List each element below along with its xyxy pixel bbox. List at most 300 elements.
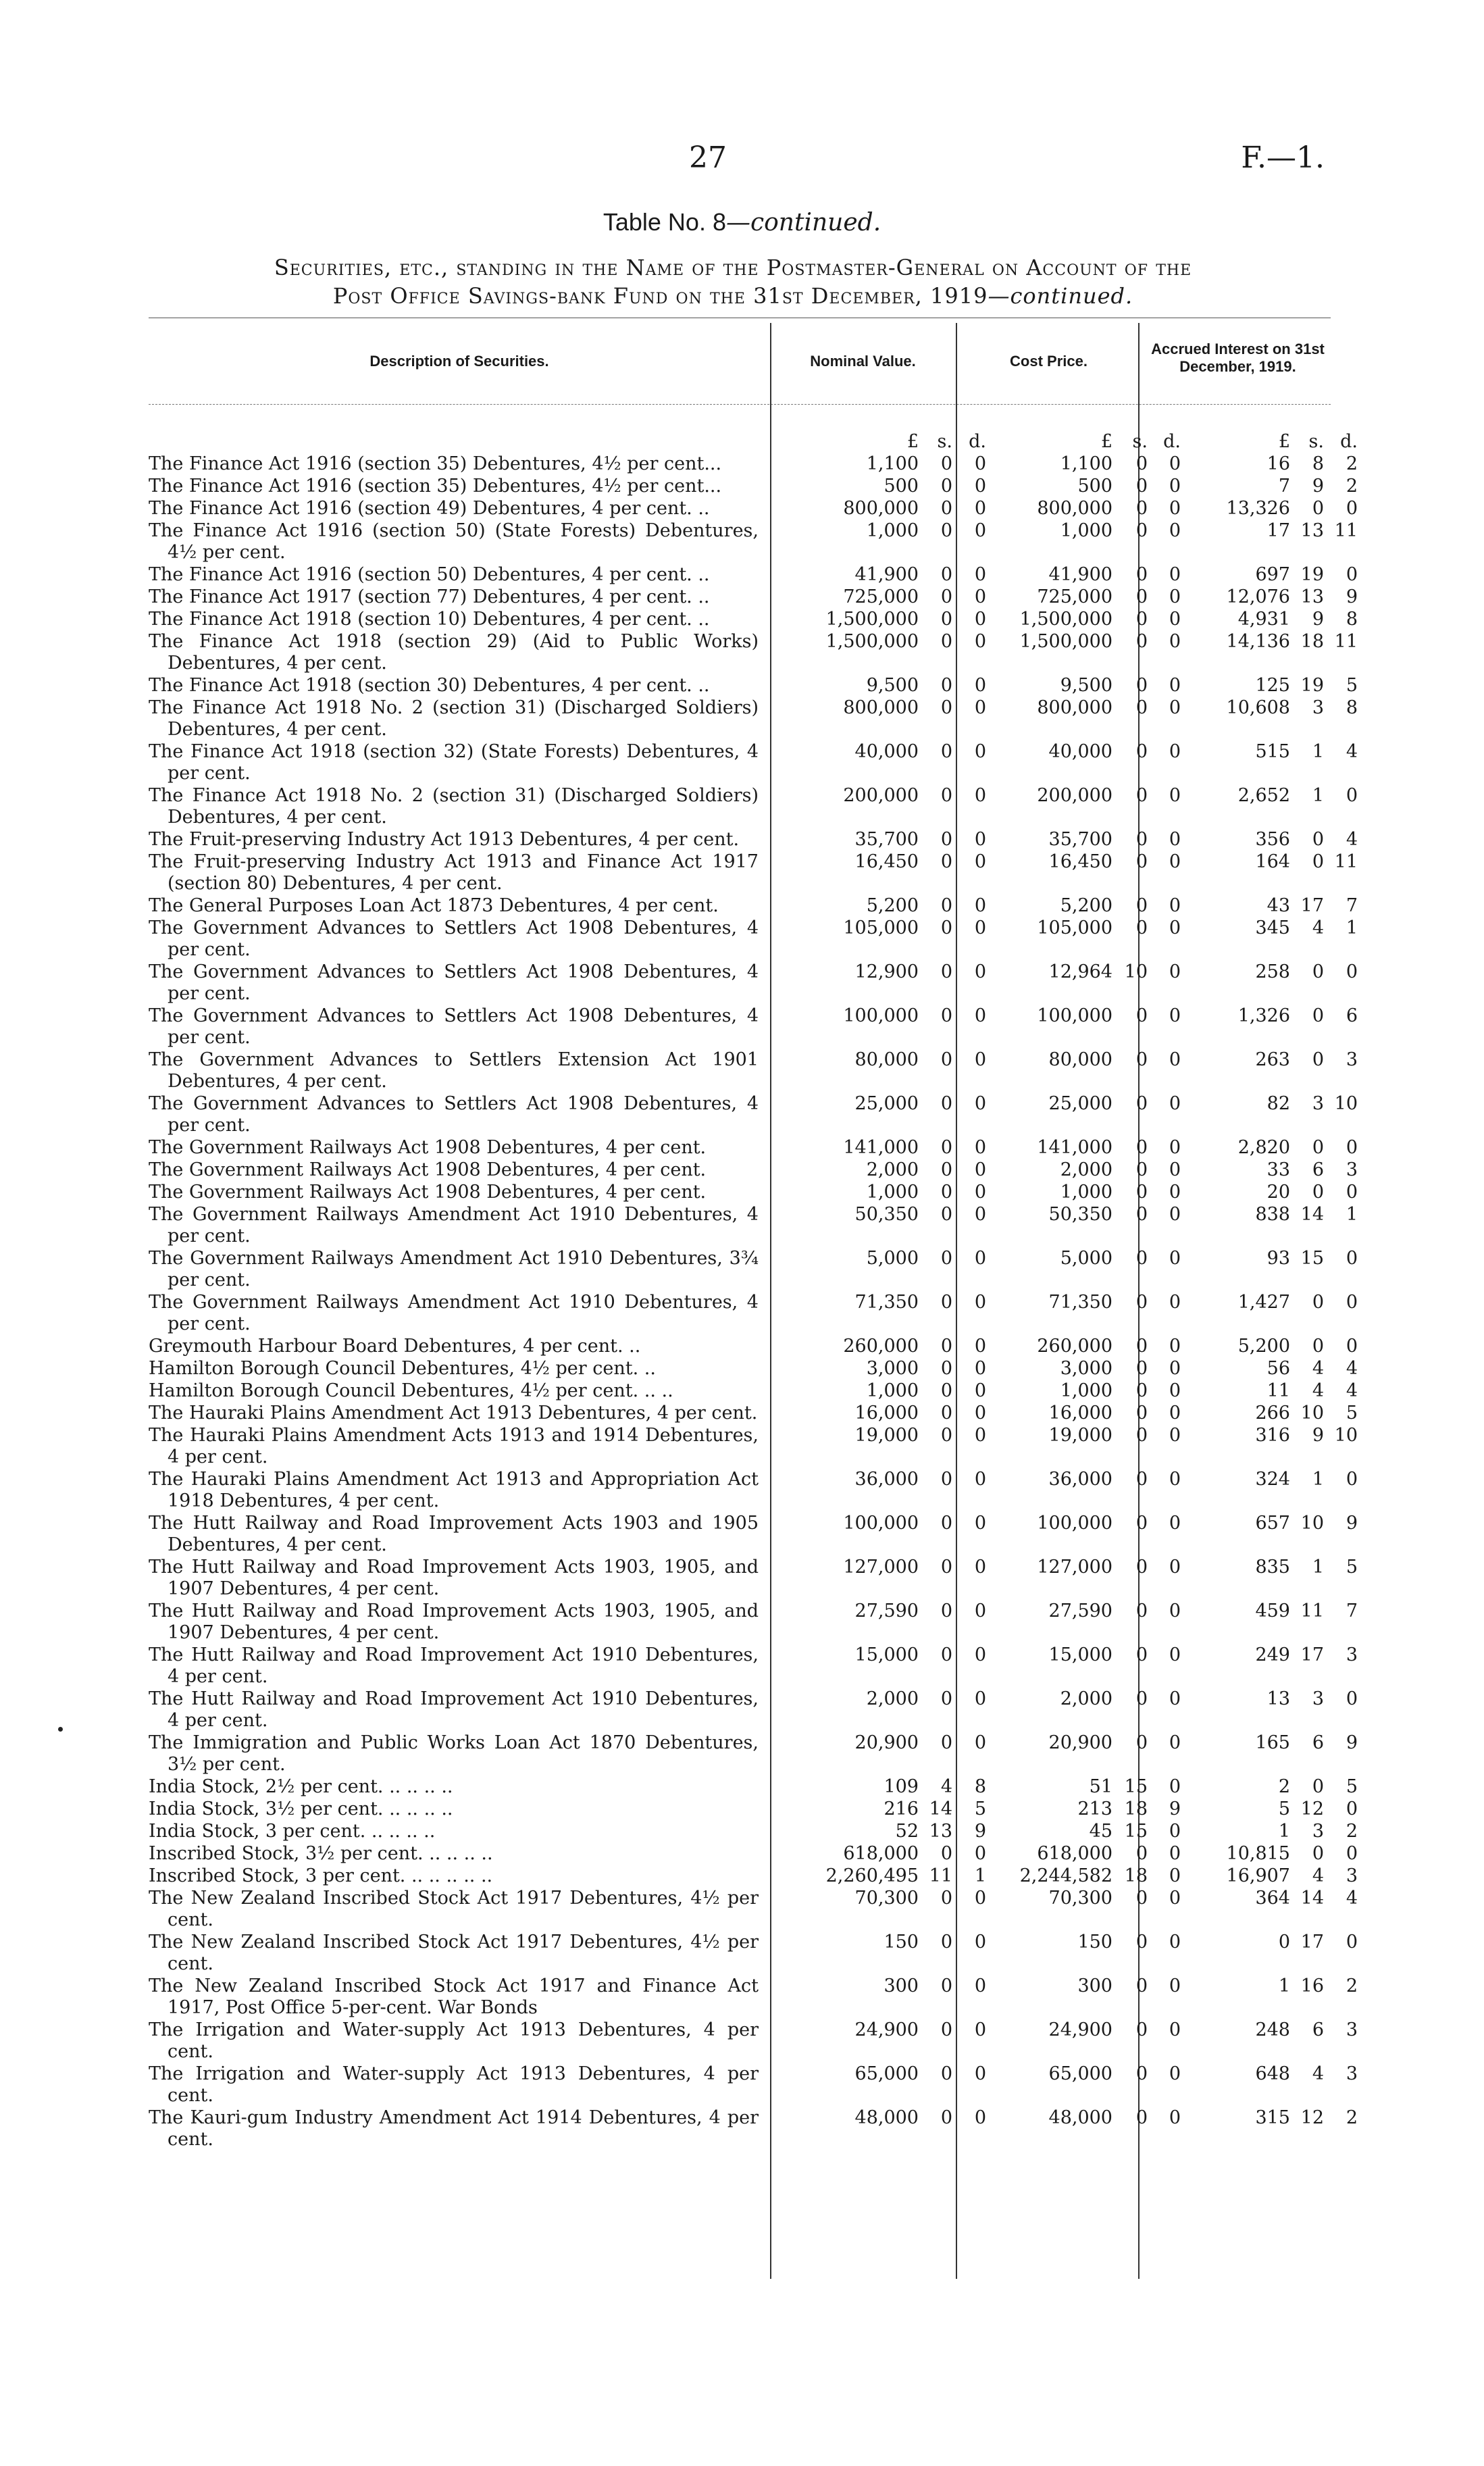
accrued-shillings: 17: [1300, 1644, 1324, 1665]
nominal-pounds: 109: [884, 1776, 919, 1797]
table-row: [149, 1137, 1358, 1159]
nominal-pounds: 5,200: [866, 895, 919, 916]
accrued-shillings: 4: [1312, 1380, 1324, 1401]
cost-pence: 0: [1169, 697, 1181, 718]
cost-pounds: 40,000: [1048, 741, 1112, 762]
accrued-shillings: 0: [1312, 961, 1324, 982]
accrued-pounds: 1,326: [1237, 1005, 1290, 1026]
accrued-shillings: 3: [1312, 1093, 1324, 1114]
security-description: The New Zealand Inscribed Stock Act 1917 Debentures, 4½ per cent.: [149, 1888, 759, 1930]
security-description: The Fruit-preserving Industry Act 1913 Debentures, 4 per cent.: [149, 829, 740, 850]
accrued-pence: 11: [1334, 520, 1358, 541]
nominal-pence: 0: [974, 609, 986, 630]
cost-shillings: 0: [1135, 586, 1148, 607]
nominal-pounds: 27,590: [854, 1601, 919, 1621]
table-row: [149, 1601, 1358, 1644]
cost-shillings: 0: [1135, 1843, 1148, 1864]
accrued-pounds: 345: [1255, 917, 1290, 938]
nominal-pence: 0: [974, 1513, 986, 1534]
nominal-pounds: 65,000: [854, 2063, 919, 2084]
cost-shillings: 0: [1135, 498, 1148, 519]
nominal-pence: 0: [974, 1469, 986, 1490]
accrued-pounds: 459: [1255, 1601, 1290, 1621]
cost-pence: 0: [1169, 2019, 1181, 2040]
cost-pence: 0: [1169, 476, 1181, 497]
accrued-pounds: 17: [1266, 520, 1290, 541]
cost-shillings: 0: [1135, 1336, 1148, 1357]
cost-pounds: 12,964: [1048, 961, 1112, 982]
accrued-pence: 4: [1346, 1380, 1358, 1401]
nominal-pounds: 71,350: [854, 1292, 919, 1313]
accrued-pence: 0: [1346, 1932, 1358, 1953]
nominal-pounds: 500: [884, 476, 919, 497]
table-row: [149, 1976, 1358, 2019]
cost-pence: 0: [1169, 741, 1181, 762]
cost-shillings: 0: [1135, 1932, 1148, 1953]
accrued-shillings: 18: [1300, 631, 1324, 652]
nominal-pounds: 70,300: [854, 1888, 919, 1909]
cost-pounds: 1,100: [1060, 453, 1112, 474]
accrued-shillings: 19: [1300, 675, 1324, 696]
cost-pence: 0: [1169, 2063, 1181, 2084]
accrued-shillings: 0: [1312, 1776, 1324, 1797]
security-description: The Government Railways Amendment Act 1910 Debentures, 4 per cent.: [149, 1292, 759, 1334]
accrued-pence: 0: [1346, 1182, 1358, 1203]
cost-shillings: 0: [1135, 675, 1148, 696]
nominal-pence: 0: [974, 1425, 986, 1446]
accrued-pounds: 838: [1255, 1204, 1290, 1225]
cost-shillings: 0: [1135, 1380, 1148, 1401]
nominal-pence: 0: [974, 1182, 986, 1203]
header-bottom-rule: [149, 404, 1331, 405]
table-row: [149, 1204, 1358, 1247]
nominal-pence: 0: [974, 1976, 986, 1996]
accrued-pence: 0: [1346, 1843, 1358, 1864]
cost-pounds: 300: [1077, 1976, 1112, 1996]
securities-table: [149, 431, 1358, 2151]
nominal-pence: 0: [974, 586, 986, 607]
security-description: The Irrigation and Water-supply Act 1913 Debentures, 4 per cent.: [149, 2063, 759, 2106]
nominal-pounds: 50,350: [854, 1204, 919, 1225]
nominal-shillings: 0: [940, 1644, 952, 1665]
accrued-shillings: 4: [1312, 1865, 1324, 1886]
cost-shillings: 0: [1135, 631, 1148, 652]
table-row: [149, 1732, 1358, 1776]
cost-pounds: 5,200: [1060, 895, 1112, 916]
accrued-pounds: 13: [1266, 1688, 1290, 1709]
nominal-shillings: 0: [940, 1093, 952, 1114]
cost-pounds: 5,000: [1060, 1248, 1112, 1269]
cost-pounds: 1,000: [1060, 1182, 1112, 1203]
accrued-pounds: 43: [1266, 895, 1290, 916]
accrued-pence: 3: [1346, 1644, 1358, 1665]
nominal-shillings: 0: [940, 1888, 952, 1909]
security-description: The Kauri-gum Industry Amendment Act 1914 Debentures, 4 per cent.: [149, 2107, 759, 2150]
accrued-pence: 8: [1346, 609, 1358, 630]
accrued-pounds: 266: [1255, 1403, 1290, 1424]
accrued-shillings: 3: [1312, 697, 1324, 718]
nominal-pounds: 19,000: [854, 1425, 919, 1446]
table-row: [149, 2107, 1358, 2150]
nominal-pounds: 216: [884, 1798, 919, 1819]
nominal-shillings: 0: [940, 1513, 952, 1534]
table-title: [0, 208, 1484, 236]
accrued-shillings: 17: [1300, 895, 1324, 916]
nominal-pence: 0: [974, 1336, 986, 1357]
cost-pounds: 65,000: [1048, 2063, 1112, 2084]
accrued-pounds: 263: [1255, 1049, 1290, 1070]
table-row: [149, 1644, 1358, 1688]
nominal-shillings: 0: [940, 1403, 952, 1424]
accrued-pence: 0: [1346, 498, 1358, 519]
accrued-pounds: 2,652: [1237, 785, 1290, 806]
cost-shillings: 0: [1135, 917, 1148, 938]
nominal-pounds: 80,000: [854, 1049, 919, 1070]
security-description: The Finance Act 1918 (section 10) Debentures, 4 per cent. ..: [149, 609, 710, 630]
nominal-shillings: 4: [940, 1776, 952, 1797]
accrued-pounds: 33: [1266, 1159, 1290, 1180]
table-row: [149, 2063, 1358, 2107]
accrued-shillings: 6: [1312, 1732, 1324, 1753]
cost-pence: 0: [1169, 1093, 1181, 1114]
table-row: [149, 520, 1358, 563]
accrued-pence: 4: [1346, 1888, 1358, 1909]
cost-shillings: 0: [1135, 851, 1148, 872]
nominal-pounds: 12,900: [854, 961, 919, 982]
cost-pounds: 1,000: [1060, 520, 1112, 541]
table-row: [149, 1865, 1358, 1887]
nominal-pounds: 105,000: [843, 917, 919, 938]
cost-shillings: 0: [1135, 1688, 1148, 1709]
accrued-shillings: 0: [1312, 851, 1324, 872]
accrued-pounds: 316: [1255, 1425, 1290, 1446]
cost-pounds: 48,000: [1048, 2107, 1112, 2128]
table-title-main: Table No. 8: [603, 208, 726, 236]
nominal-shillings: 14: [929, 1798, 952, 1819]
cost-pounds: 800,000: [1037, 498, 1112, 519]
nominal-pence: 0: [974, 1644, 986, 1665]
security-description: India Stock, 3½ per cent. .. .. .. ..: [149, 1798, 453, 1819]
nominal-pence: 9: [974, 1821, 986, 1842]
nominal-pence: 0: [974, 1888, 986, 1909]
cost-shillings: 15: [1124, 1776, 1148, 1797]
security-description: The Finance Act 1916 (section 50) Debentures, 4 per cent. ..: [149, 564, 710, 585]
cost-shillings: 0: [1135, 520, 1148, 541]
nominal-pounds: 16,000: [854, 1403, 919, 1424]
cost-pence: 0: [1169, 498, 1181, 519]
nominal-pence: 0: [974, 2063, 986, 2084]
accrued-pence: 2: [1346, 453, 1358, 474]
security-description: The Hauraki Plains Amendment Act 1913 and Appropriation Act 1918 Debentures, 4 per cent.: [149, 1469, 759, 1511]
accrued-pounds: 16: [1266, 453, 1290, 474]
nominal-pence: 0: [974, 1843, 986, 1864]
nominal-pounds: 150: [884, 1932, 919, 1953]
accrued-shillings: 14: [1300, 1204, 1324, 1225]
table-row: [149, 1336, 1358, 1357]
accrued-pounds: 356: [1255, 829, 1290, 850]
nominal-pence: 0: [974, 1137, 986, 1158]
accrued-shillings: 15: [1300, 1248, 1324, 1269]
cost-shillings: 0: [1135, 453, 1148, 474]
table-row: [149, 675, 1358, 697]
nominal-pounds: 100,000: [843, 1513, 919, 1534]
column-header-cost-price: Cost Price.: [1010, 353, 1088, 370]
nominal-pence: 0: [974, 1601, 986, 1621]
cost-pence: 0: [1169, 1843, 1181, 1864]
cost-pounds: 500: [1077, 476, 1112, 497]
nominal-shillings: 0: [940, 1843, 952, 1864]
cost-shillings: 18: [1124, 1865, 1148, 1886]
nominal-pence: 0: [974, 741, 986, 762]
column-header-accrued-interest: Accrued Interest on 31st December, 1919.: [1151, 341, 1325, 375]
table-row: [149, 1821, 1358, 1842]
unit-shillings: s.: [1308, 431, 1324, 452]
table-row: [149, 917, 1358, 961]
accrued-pence: 2: [1346, 2107, 1358, 2128]
unit-pounds: £: [1100, 431, 1112, 452]
security-description: The Finance Act 1916 (section 50) (State Forests) Debentures, 4½ per cent.: [149, 520, 759, 563]
cost-shillings: 0: [1135, 1403, 1148, 1424]
cost-shillings: 10: [1124, 961, 1148, 982]
table-row: [149, 1358, 1358, 1380]
accrued-pounds: 12,076: [1226, 586, 1290, 607]
accrued-pence: 7: [1346, 1601, 1358, 1621]
cost-pence: 0: [1169, 1821, 1181, 1842]
nominal-shillings: 11: [929, 1865, 952, 1886]
cost-shillings: 0: [1135, 741, 1148, 762]
cost-pounds: 1,500,000: [1019, 631, 1112, 652]
security-description: The Hutt Railway and Road Improvement Acts 1903, 1905, and 1907 Debentures, 4 per cent.: [149, 1557, 759, 1599]
cost-pounds: 2,000: [1060, 1688, 1112, 1709]
document-code: F.—1.: [1241, 141, 1325, 175]
accrued-pence: 9: [1346, 1732, 1358, 1753]
nominal-shillings: 0: [940, 697, 952, 718]
accrued-pence: 10: [1334, 1093, 1358, 1114]
accrued-pounds: 248: [1255, 2019, 1290, 2040]
cost-pence: 0: [1169, 675, 1181, 696]
nominal-shillings: 0: [940, 1049, 952, 1070]
cost-shillings: 0: [1135, 1976, 1148, 1996]
cost-pounds: 19,000: [1048, 1425, 1112, 1446]
accrued-shillings: 3: [1312, 1821, 1324, 1842]
cost-shillings: 0: [1135, 1248, 1148, 1269]
cost-pounds: 71,350: [1048, 1292, 1112, 1313]
security-description: Hamilton Borough Council Debentures, 4½ per cent. .. ..: [149, 1380, 673, 1401]
nominal-pence: 0: [974, 1557, 986, 1578]
cost-shillings: 0: [1135, 476, 1148, 497]
table-row: [149, 697, 1358, 740]
nominal-pounds: 800,000: [843, 697, 919, 718]
security-description: The Finance Act 1916 (section 35) Debentures, 4½ per cent...: [149, 476, 722, 497]
accrued-pounds: 165: [1255, 1732, 1290, 1753]
cost-shillings: 0: [1135, 609, 1148, 630]
nominal-shillings: 0: [940, 1380, 952, 1401]
accrued-pence: 3: [1346, 1159, 1358, 1180]
cost-pounds: 15,000: [1048, 1644, 1112, 1665]
accrued-shillings: 3: [1312, 1688, 1324, 1709]
table-row: [149, 1425, 1358, 1468]
cost-shillings: 0: [1135, 829, 1148, 850]
nominal-shillings: 0: [940, 453, 952, 474]
accrued-pounds: 14,136: [1226, 631, 1290, 652]
cost-pence: 0: [1169, 1358, 1181, 1379]
cost-pence: 0: [1169, 829, 1181, 850]
cost-shillings: 0: [1135, 2019, 1148, 2040]
nominal-shillings: 0: [940, 1005, 952, 1026]
cost-pounds: 51: [1089, 1776, 1112, 1797]
cost-pounds: 127,000: [1037, 1557, 1112, 1578]
accrued-pence: 0: [1346, 1248, 1358, 1269]
table-row: [149, 895, 1358, 917]
security-description: The Hutt Railway and Road Improvement Act 1910 Debentures, 4 per cent.: [149, 1644, 759, 1687]
table-row: [149, 498, 1358, 520]
table-row: [149, 453, 1358, 475]
accrued-pence: 0: [1346, 564, 1358, 585]
accrued-pence: 5: [1346, 1403, 1358, 1424]
cost-shillings: 0: [1135, 1093, 1148, 1114]
cost-shillings: 0: [1135, 2107, 1148, 2128]
cost-pounds: 618,000: [1037, 1843, 1112, 1864]
nominal-shillings: 0: [940, 1137, 952, 1158]
nominal-shillings: 0: [940, 1976, 952, 1996]
accrued-shillings: 0: [1312, 1843, 1324, 1864]
accrued-shillings: 0: [1312, 1336, 1324, 1357]
table-heading: [135, 253, 1331, 310]
nominal-pence: 8: [974, 1776, 986, 1797]
accrued-pence: 4: [1346, 741, 1358, 762]
table-row: [149, 476, 1358, 497]
accrued-pence: 0: [1346, 1336, 1358, 1357]
cost-pence: 0: [1169, 631, 1181, 652]
cost-pounds: 16,000: [1048, 1403, 1112, 1424]
nominal-pounds: 1,100: [866, 453, 919, 474]
nominal-shillings: 0: [940, 2019, 952, 2040]
table-row: [149, 1182, 1358, 1203]
cost-shillings: 18: [1124, 1798, 1148, 1819]
accrued-pence: 3: [1346, 1865, 1358, 1886]
nominal-pence: 0: [974, 917, 986, 938]
nominal-pounds: 2,260,495: [825, 1865, 919, 1886]
unit-pence: d.: [969, 431, 986, 452]
nominal-shillings: 0: [940, 1557, 952, 1578]
cost-pence: 0: [1169, 1182, 1181, 1203]
unit-shillings: s.: [1132, 431, 1148, 452]
security-description: Hamilton Borough Council Debentures, 4½ per cent. ..: [149, 1358, 656, 1379]
security-description: The Hutt Railway and Road Improvement Acts 1903 and 1905 Debentures, 4 per cent.: [149, 1513, 759, 1555]
nominal-pounds: 2,000: [866, 1159, 919, 1180]
cost-shillings: 0: [1135, 895, 1148, 916]
nominal-pence: 0: [974, 1005, 986, 1026]
accrued-shillings: 12: [1300, 2107, 1324, 2128]
nominal-pence: 0: [974, 1159, 986, 1180]
nominal-pounds: 24,900: [854, 2019, 919, 2040]
accrued-pounds: 164: [1255, 851, 1290, 872]
accrued-pounds: 82: [1266, 1093, 1290, 1114]
accrued-pence: 2: [1346, 1976, 1358, 1996]
security-description: The Government Railways Act 1908 Debentures, 4 per cent.: [149, 1137, 707, 1158]
cost-pence: 0: [1169, 1601, 1181, 1621]
security-description: The Immigration and Public Works Loan Act 1870 Debentures, 3½ per cent.: [149, 1732, 759, 1775]
nominal-pence: 0: [974, 1932, 986, 1953]
accrued-shillings: 1: [1312, 1557, 1324, 1578]
nominal-shillings: 0: [940, 1248, 952, 1269]
accrued-pounds: 515: [1255, 741, 1290, 762]
accrued-pence: 3: [1346, 2063, 1358, 2084]
accrued-pence: 2: [1346, 1821, 1358, 1842]
nominal-pounds: 260,000: [843, 1336, 919, 1357]
cost-pounds: 150: [1077, 1932, 1112, 1953]
nominal-shillings: 0: [940, 1601, 952, 1621]
table-row: [149, 1380, 1358, 1402]
accrued-pence: 5: [1346, 1557, 1358, 1578]
table-row: [149, 1403, 1358, 1424]
nominal-pounds: 35,700: [854, 829, 919, 850]
nominal-shillings: 0: [940, 1358, 952, 1379]
cost-shillings: 0: [1135, 1732, 1148, 1753]
accrued-pence: 5: [1346, 1776, 1358, 1797]
accrued-pence: 7: [1346, 895, 1358, 916]
cost-shillings: 0: [1135, 1644, 1148, 1665]
accrued-shillings: 0: [1312, 1182, 1324, 1203]
accrued-shillings: 8: [1312, 453, 1324, 474]
cost-shillings: 0: [1135, 564, 1148, 585]
table-row: [149, 961, 1358, 1005]
cost-pounds: 3,000: [1060, 1358, 1112, 1379]
nominal-pence: 0: [974, 1688, 986, 1709]
accrued-shillings: 9: [1312, 476, 1324, 497]
security-description: Inscribed Stock, 3 per cent. .. .. .. .. ..: [149, 1865, 493, 1886]
accrued-pounds: 13,326: [1226, 498, 1290, 519]
table-row: [149, 829, 1358, 851]
nominal-pence: 0: [974, 961, 986, 982]
heading-continued: —continued.: [988, 283, 1133, 309]
cost-pence: 0: [1169, 1932, 1181, 1953]
accrued-pence: 11: [1334, 631, 1358, 652]
unit-pence: d.: [1340, 431, 1358, 452]
accrued-shillings: 9: [1312, 609, 1324, 630]
nominal-shillings: 0: [940, 476, 952, 497]
nominal-pence: 0: [974, 1049, 986, 1070]
cost-shillings: 0: [1135, 1137, 1148, 1158]
nominal-pounds: 48,000: [854, 2107, 919, 2128]
cost-shillings: 0: [1135, 1425, 1148, 1446]
accrued-shillings: 0: [1312, 829, 1324, 850]
cost-pence: 0: [1169, 1469, 1181, 1490]
nominal-pence: 1: [974, 1865, 986, 1886]
nominal-pounds: 1,500,000: [825, 631, 919, 652]
accrued-pence: 1: [1346, 1204, 1358, 1225]
cost-pence: 0: [1169, 2107, 1181, 2128]
nominal-shillings: 0: [940, 851, 952, 872]
accrued-shillings: 6: [1312, 1159, 1324, 1180]
cost-pounds: 2,244,582: [1019, 1865, 1112, 1886]
accrued-pounds: 258: [1255, 961, 1290, 982]
accrued-shillings: 10: [1300, 1403, 1324, 1424]
cost-shillings: 0: [1135, 1557, 1148, 1578]
nominal-pounds: 16,450: [854, 851, 919, 872]
accrued-pence: 4: [1346, 829, 1358, 850]
cost-pence: 0: [1169, 1204, 1181, 1225]
accrued-shillings: 0: [1312, 1137, 1324, 1158]
accrued-pence: 0: [1346, 1292, 1358, 1313]
nominal-shillings: 0: [940, 2063, 952, 2084]
accrued-pounds: 5,200: [1237, 1336, 1290, 1357]
nominal-shillings: 0: [940, 1425, 952, 1446]
cost-shillings: 0: [1135, 1204, 1148, 1225]
cost-pounds: 105,000: [1037, 917, 1112, 938]
nominal-pence: 5: [974, 1798, 986, 1819]
table-row: [149, 741, 1358, 784]
